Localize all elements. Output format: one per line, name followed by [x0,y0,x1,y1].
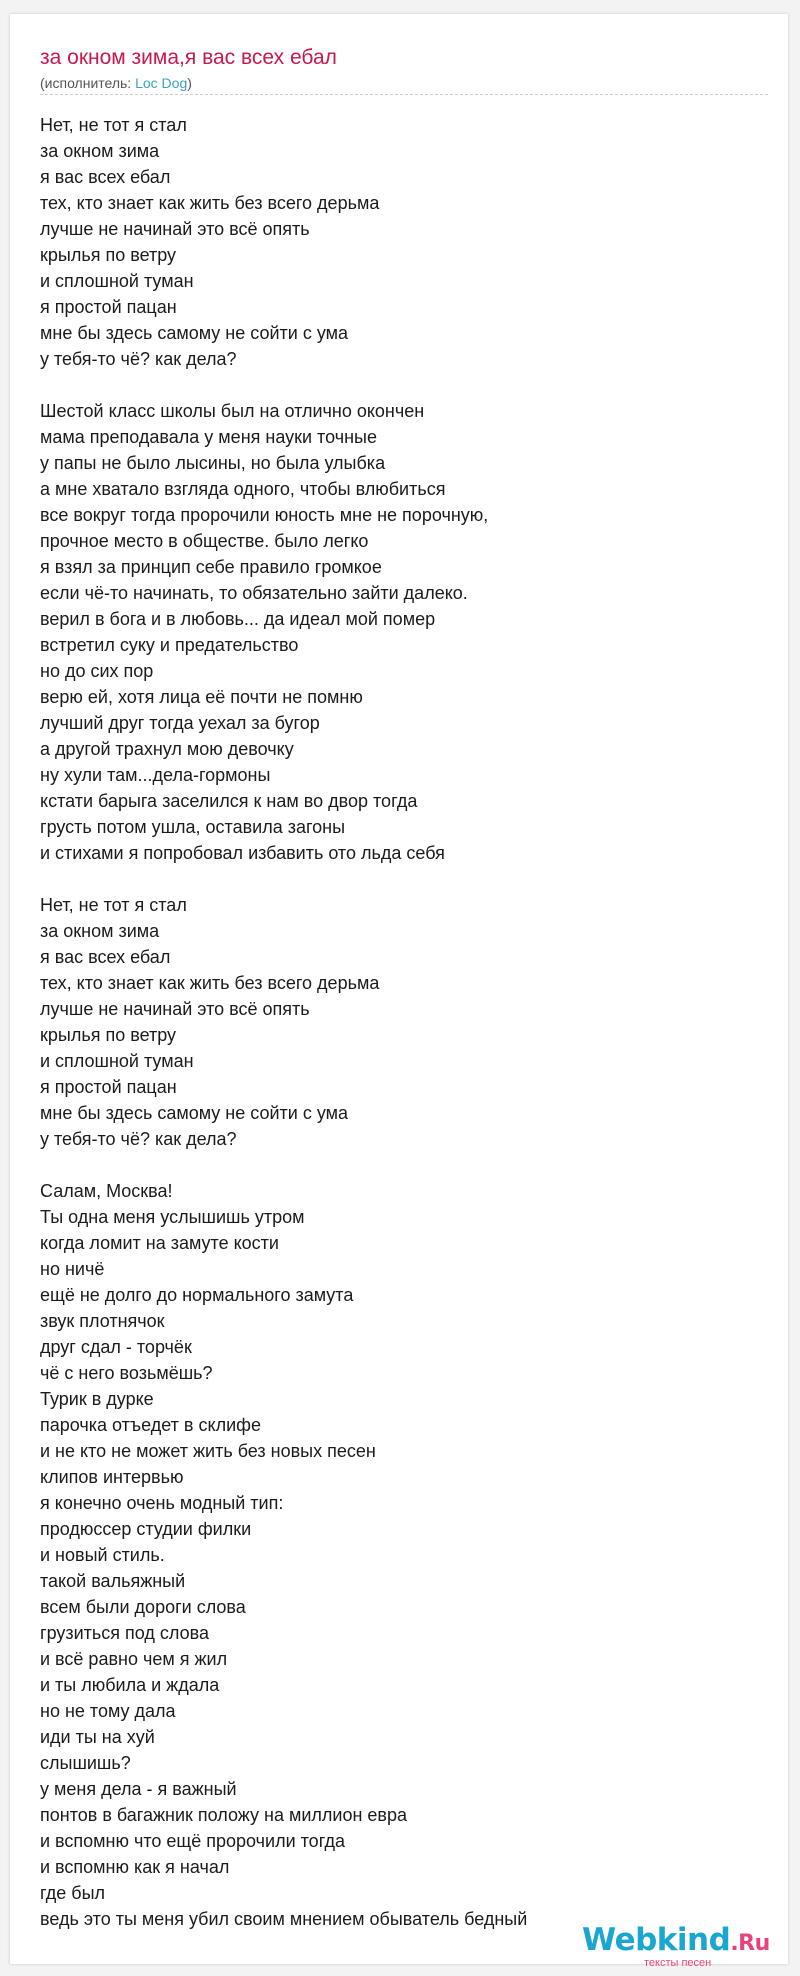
lyric-line: и всё равно чем я жил [40,1649,228,1669]
lyric-line: Шестой класс школы был на отлично окончен [40,401,425,421]
lyric-line: и новый стиль. [40,1545,165,1565]
lyric-line: встретил суку и предательство [40,635,299,655]
lyric-line: а мне хватало взгляда одного, чтобы влюбиться [40,479,446,499]
lyric-line: кстати барыга заселился к нам во двор тогда [40,791,418,811]
lyric-line: и сплошной туман [40,1051,194,1071]
lyric-line: и стихами я попробовал избавить ото льда себя [40,843,445,863]
lyric-line: я простой пацан [40,1077,177,1097]
lyric-line: где был [40,1883,106,1903]
lyric-line: я вас всех ебал [40,167,171,187]
lyric-line: звук плотнячок [40,1311,165,1331]
lyric-line: у папы не было лысины, но была улыбка [40,453,386,473]
lyric-line: я вас всех ебал [40,947,171,967]
lyric-line: всем были дороги слова [40,1597,246,1617]
lyric-line: такой вальяжный [40,1571,186,1591]
lyric-line: все вокруг тогда пророчили юность мне не порочную, [40,505,489,525]
lyric-line: мама преподавала у меня науки точные [40,427,377,447]
lyric-line: лучше не начинай это всё опять [40,219,310,239]
lyric-line: за окном зима [40,141,160,161]
lyric-line: лучший друг тогда уехал за бугор [40,713,320,733]
lyric-line: Турик в дурке [40,1389,154,1409]
song-title: за окном зима,я вас всех ебал [40,46,337,69]
lyric-line: парочка отъедет в склифе [40,1415,261,1435]
lyric-line: у тебя-то чё? как дела? [40,1129,237,1149]
logo-main-text: Webkind [582,1922,731,1958]
stanza-gap [40,866,760,892]
lyric-line: продюссер студии филки [40,1519,252,1539]
lyric-line: а другой трахнул мою девочку [40,739,294,759]
lyric-line: но ничё [40,1259,105,1279]
lyric-line: и не кто не может жить без новых песен [40,1441,376,1461]
lyric-line: иди ты на хуй [40,1727,155,1747]
lyric-line: я конечно очень модный тип: [40,1493,284,1513]
lyric-line: грусть потом ушла, оставила загоны [40,817,346,837]
lyric-line: тех, кто знает как жить без всего дерьма [40,973,380,993]
lyric-line: крылья по ветру [40,245,177,265]
lyric-line: и вспомню что ещё пророчили тогда [40,1831,345,1851]
lyric-line: когда ломит на замуте кости [40,1233,279,1253]
lyric-line: тех, кто знает как жить без всего дерьма [40,193,380,213]
webkind-logo[interactable] [582,1922,778,1968]
lyric-line: у меня дела - я важный [40,1779,237,1799]
lyric-line: верю ей, хотя лица её почти не помню [40,687,363,707]
lyric-line: Нет, не тот я стал [40,115,187,135]
artist-link[interactable]: Loc Dog [135,75,188,91]
lyric-line: но до сих пор [40,661,154,681]
lyric-line: я взял за принцип себе правило громкое [40,557,382,577]
lyric-line: лучше не начинай это всё опять [40,999,310,1019]
lyric-line: верил в бога и в любовь... да идеал мой помер [40,609,436,629]
lyric-line: понтов в багажник положу на миллион евра [40,1805,407,1825]
lyric-line: крылья по ветру [40,1025,177,1045]
logo-wordmark [582,1922,770,1962]
lyric-line: друг сдал - торчёк [40,1337,192,1357]
stanza-gap [40,1152,760,1178]
lyric-line: я простой пацан [40,297,177,317]
page-card [10,14,788,1969]
lyric-line: у тебя-то чё? как дела? [40,349,237,369]
lyric-line: прочное место в обществе. было легко [40,531,369,551]
lyric-line: клипов интервью [40,1467,184,1487]
lyric-line: мне бы здесь самому не сойти с ума [40,1103,349,1123]
lyric-line: за окном зима [40,921,160,941]
artist-prefix: (исполнитель: [40,75,136,91]
lyric-line: Салам, Москва! [40,1181,173,1201]
artist-suffix: ) [187,75,192,91]
lyric-line: чё с него возьмёшь? [40,1363,213,1383]
lyrics-text [40,112,760,1932]
lyric-line: слышишь? [40,1753,131,1773]
lyric-line: если чё-то начинать, то обязательно зайти далеко. [40,583,468,603]
lyric-line: грузиться под слова [40,1623,210,1643]
lyric-line: Ты одна меня услышишь утром [40,1207,305,1227]
lyric-line: ну хули там...дела-гормоны [40,765,271,785]
lyric-line: мне бы здесь самому не сойти с ума [40,323,349,343]
lyric-line: ещё не долго до нормального замута [40,1285,354,1305]
lyric-line: и сплошной туман [40,271,194,291]
title-divider [40,94,768,95]
lyric-line: и ты любила и ждала [40,1675,220,1695]
lyric-line: Нет, не тот я стал [40,895,187,915]
lyric-line: и вспомню как я начал [40,1857,230,1877]
stanza-gap [40,372,760,398]
logo-tld-text: .Ru [730,1931,770,1956]
lyric-line: но не тому дала [40,1701,176,1721]
logo-tagline: тексты песен [644,1957,712,1969]
lyric-line: ведь это ты меня убил своим мнением обыватель бедный [40,1909,528,1929]
artist-line [40,74,192,92]
